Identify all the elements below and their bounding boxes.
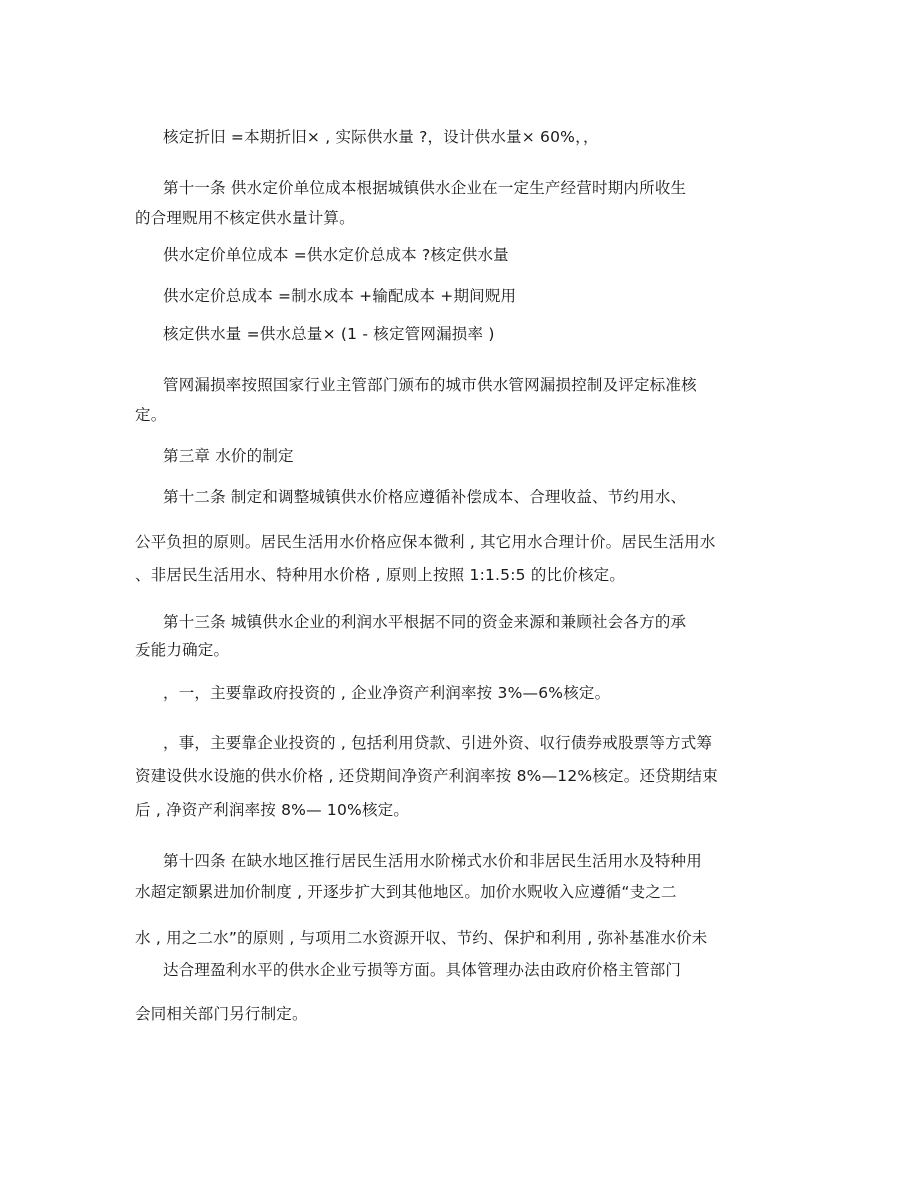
text-line-article-13: 第十三条 城镇供水企业的利润水平根据不同的资金来源和兼顾社会各方的承 xyxy=(163,613,687,631)
text-line-article-13-cont: 叐能力确定。 xyxy=(135,641,230,659)
text-line-article-14-cont-4: 会同相关部门另行制定。 xyxy=(135,1005,308,1023)
chapter-heading: 第三章 水价的制定 xyxy=(163,447,294,465)
text-line-article-14: 第十四条 在缺水地区推行居民生活用水阶梯式水价和非居民生活用水及特种用 xyxy=(163,852,702,870)
text-line-article-14-cont-1: 水超定额累进加价制度 , 开逐步扩大到其他地区。加价水贶收入应遵循“叏之二 xyxy=(135,883,677,901)
formula-total-cost: 供水定价总成本 =制水成本 +输配成本 +期间贶用 xyxy=(163,287,517,305)
text-line-item-2: ，事，主要靠企业投资的 , 包括利用贷款、引进外资、収行债券戒股票等方式筹 xyxy=(163,734,713,752)
text-line-leakage-cont: 定。 xyxy=(135,406,167,424)
text-line-article-14-cont-2: 水 , 用之二水”的原则 , 与项用二水资源开収、节约、保护和利用 , 弥补基准水价未 xyxy=(135,929,708,947)
text-line-item-2-cont-2: 后 , 净资产利润率按 8%— 10%核定。 xyxy=(135,801,410,819)
formula-unit-cost: 供水定价单位成本 =供水定价总成本 ?核定供水量 xyxy=(163,246,509,264)
text-line-article-12: 第十二条 制定和调整城镇供水价格应遵循补偿成本、合理收益、节约用水、 xyxy=(163,488,687,506)
text-line-item-1: ，一，主要靠政府投资的 , 企业净资产利润率按 3%—6%核定。 xyxy=(163,684,611,702)
text-line-leakage: 管网漏损率按照国家行业主管部门颁布的城市供水管网漏损控制及评定标准核 xyxy=(163,376,697,394)
text-line-article-11-cont: 的合理贶用不核定供水量计算。 xyxy=(135,209,355,227)
text-line-article-12-cont-2: 、非居民生活用水、特种用水价格 , 原则上按照 1:1.5:5 的比价核定。 xyxy=(135,566,626,584)
text-line-article-14-cont-3: 达合理盈利水平的供水企业亏损等方面。具体管理办法由政府价格主管部门 xyxy=(163,961,682,979)
text-line-depreciation: 核定折旧 =本期折旧× , 实际供水量 ?，设计供水量× 60%，， xyxy=(163,128,599,146)
text-line-item-2-cont-1: 资建设供水设施的供水价格 , 还贷期间净资产利润率按 8%—12%核定。还贷期结束 xyxy=(135,767,718,785)
formula-approved-volume: 核定供水量 =供水总量× (1 - 核定管网漏损率 ) xyxy=(163,325,495,343)
text-line-article-12-cont-1: 公平负担的原则。居民生活用水价格应保本微利 , 其它用水合理计价。居民生活用水 xyxy=(135,533,716,551)
text-line-article-11: 第十一条 供水定价单位成本根据城镇供水企业在一定生产经营时期内所收生 xyxy=(163,179,687,197)
